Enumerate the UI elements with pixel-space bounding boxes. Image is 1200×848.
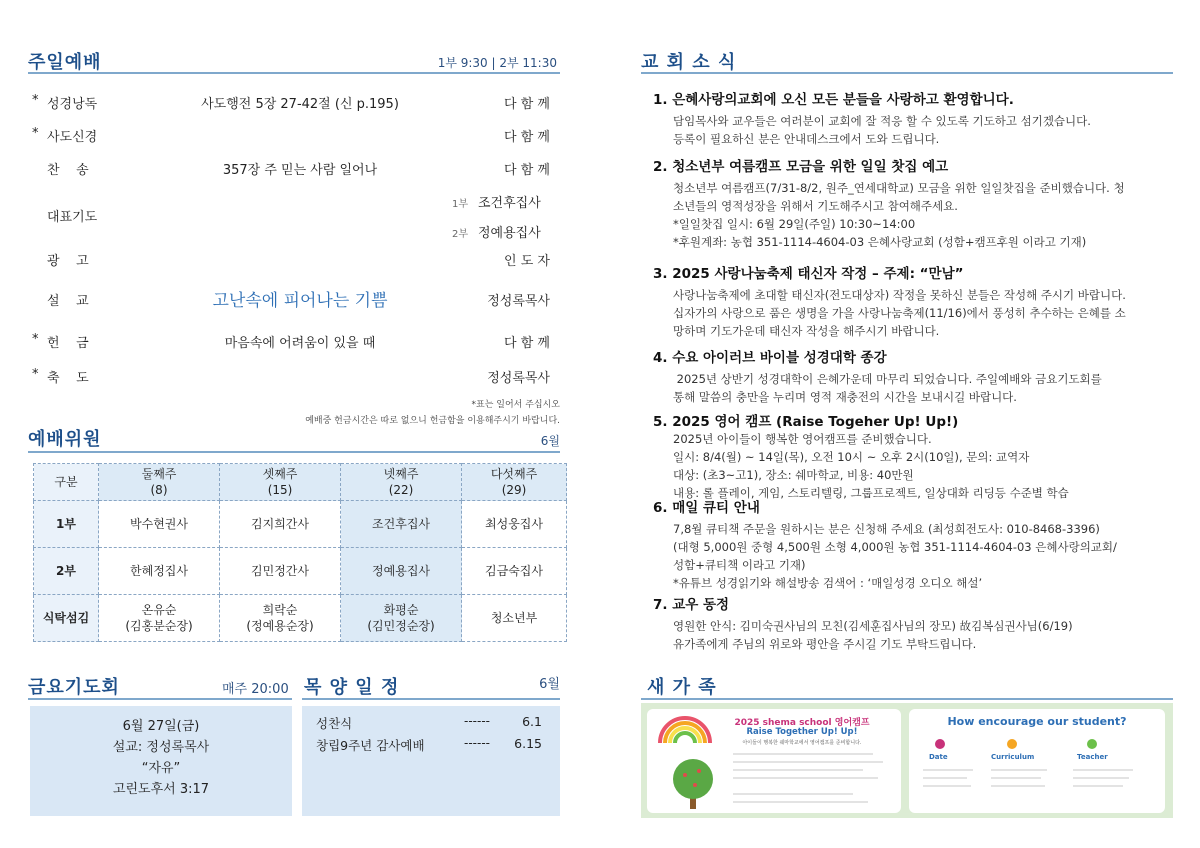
worship-item-content: 고난속에 피어나는 기쁨 bbox=[212, 291, 388, 311]
worship-item-label: 축 도 bbox=[47, 371, 89, 386]
servers-cell: 청소년부 bbox=[462, 595, 567, 642]
tree-icon bbox=[669, 757, 717, 811]
servers-cell: 박수현권사 bbox=[99, 501, 220, 548]
poster-col-curriculum: Curriculum bbox=[991, 753, 1035, 761]
friday-scripture: 고린도후서 3:17 bbox=[112, 782, 210, 797]
prayer-p2: 2부 bbox=[452, 229, 469, 240]
news-item-text: 십자가의 사랑으로 품은 생명을 가을 사랑나눔축제(11/16)에서 풍성히 추수하는 은혜를 소 bbox=[673, 306, 1126, 320]
prayer-label: 대표기도 bbox=[47, 210, 98, 225]
poster-col-date: Date bbox=[929, 753, 948, 761]
schedule-item-name: 성찬식 bbox=[316, 716, 353, 731]
worship-times: 1부 9:30 | 2부 11:30 bbox=[437, 56, 557, 70]
servers-header-text: 셋째주 (15) bbox=[262, 467, 298, 497]
friday-title: 금요기도회 bbox=[28, 677, 120, 698]
poster-subtitle: Raise Together Up! Up! bbox=[746, 727, 858, 737]
camp-poster bbox=[641, 703, 1173, 818]
news-item-text: 등록이 필요하신 분은 안내데스크에서 도와 드립니다. bbox=[673, 132, 940, 146]
schedule-item-date: 6.1 bbox=[522, 714, 542, 729]
schedule-item-name: 창립9주년 감사예배 bbox=[316, 738, 425, 753]
servers-cell-text: 희락순 (정예용순장) bbox=[246, 603, 314, 633]
news-item-text: *유튜브 성경읽기와 해설방송 검색어 : ‘매일성경 오디오 해설’ bbox=[673, 576, 983, 590]
newfamily-title: 새 가 족 bbox=[647, 677, 717, 698]
news-item-heading: 1. 은혜사랑의교회에 오신 모든 분들을 사랑하고 환영합니다. bbox=[653, 92, 1014, 108]
news-item-text: 영원한 안식: 김미숙권사님의 모친(김세훈집사님의 장모) 故김복심권사님(6/19) bbox=[673, 619, 1073, 633]
news-item-text: 통해 말씀의 충만을 누리며 영적 재충전의 시간을 보내시길 바랍니다. bbox=[673, 390, 1017, 404]
servers-cell: 정예용집사 bbox=[341, 548, 462, 595]
news-item-text: 내용: 롤 플레이, 게임, 스토리텔링, 그룹프로젝트, 일상대화 리딩등 수준별 학습 bbox=[673, 486, 1069, 500]
worship-item-leader: 정성록목사 bbox=[487, 294, 550, 309]
news-item-text: 소년들의 영적성장을 위해서 기도해주시고 참여해주세요. bbox=[673, 199, 958, 213]
rainbow-icon bbox=[655, 715, 715, 745]
friday-sermon-title: “자유” bbox=[141, 761, 181, 776]
poster-line: 아이들이 행복한 쉐마학교에서 영어캠프를 준비합니다. bbox=[742, 740, 862, 746]
servers-header-cell: 구분 bbox=[34, 464, 99, 501]
required-stand-mark: * bbox=[32, 367, 39, 382]
servers-cell-text: 온유순 (김홍분순장) bbox=[125, 603, 193, 633]
friday-box bbox=[30, 706, 292, 816]
servers-title: 예배위원 bbox=[28, 429, 102, 450]
servers-cell: 조건후집사 bbox=[341, 501, 462, 548]
worship-note-stand: *표는 일어서 주십시오 bbox=[471, 400, 560, 410]
book-icon bbox=[1007, 739, 1017, 749]
schedule-item-dash: ------ bbox=[464, 714, 490, 728]
required-stand-mark: * bbox=[32, 332, 39, 347]
news-item-heading: 6. 매일 큐티 안내 bbox=[653, 500, 760, 516]
calendar-icon bbox=[935, 739, 945, 749]
worship-item-leader: 다 함 께 bbox=[504, 336, 550, 351]
news-item-heading: 3. 2025 사랑나눔축제 태신자 작정 – 주제: “만남” bbox=[653, 266, 964, 282]
servers-header-text: 넷째주 (22) bbox=[383, 467, 419, 497]
servers-header-cell bbox=[99, 464, 220, 501]
worship-item-label: 사도신경 bbox=[47, 130, 98, 145]
news-item-text: 사랑나눔축제에 초대할 태신자(전도대상자) 작정을 못하신 분들은 작성해 주시기 바랍니다. bbox=[673, 288, 1126, 302]
servers-month: 6월 bbox=[540, 434, 560, 448]
schedule-box bbox=[302, 706, 560, 816]
worship-item-content: 사도행전 5장 27-42절 (신 p.195) bbox=[201, 97, 399, 112]
news-item-text: 2025년 상반기 성경대학이 은혜가운데 마무리 되었습니다. 주일예배와 금요기도회를 bbox=[673, 372, 1102, 386]
servers-header-cell bbox=[220, 464, 341, 501]
news-item-text: 담임목사와 교우들은 여러분이 교회에 잘 적응 할 수 있도록 기도하고 섬기겠습니다. bbox=[673, 114, 1091, 128]
poster-col-teacher: Teacher bbox=[1077, 753, 1108, 761]
worship-item-leader: 정성록목사 bbox=[487, 371, 550, 386]
servers-row-label: 1부 bbox=[34, 501, 99, 548]
schedule-month: 6월 bbox=[539, 677, 560, 692]
servers-cell bbox=[220, 595, 341, 642]
prayer-p2-name: 정예용집사 bbox=[478, 226, 541, 241]
worship-item-leader: 다 함 께 bbox=[504, 163, 550, 178]
worship-item-leader: 인 도 자 bbox=[504, 254, 550, 269]
poster-title: 2025 shema school 영어캠프 bbox=[734, 718, 870, 728]
worship-note-offering: 예배중 헌금시간은 따로 없으니 헌금함을 이용해주시기 바랍니다. bbox=[305, 416, 560, 426]
servers-header-row bbox=[34, 464, 567, 501]
news-item-text: *후원계좌: 농협 351-1114-4604-03 은혜사랑교회 (성함+캠프후원 이라고 기재) bbox=[673, 235, 1087, 249]
servers-cell: 김민정간사 bbox=[220, 548, 341, 595]
friday-date: 6월 27일(금) bbox=[122, 719, 200, 734]
news-item-text: 대상: (초3~고1), 장소: 쉐마학교, 비용: 40만원 bbox=[673, 468, 914, 482]
table-row bbox=[34, 595, 567, 642]
prayer-p1: 1부 bbox=[452, 199, 469, 210]
news-title: 교 회 소 식 bbox=[641, 52, 737, 73]
worship-item-leader: 다 함 께 bbox=[504, 97, 550, 112]
table-row bbox=[34, 501, 567, 548]
worship-item-label: 설 교 bbox=[47, 294, 89, 309]
news-item-heading: 2. 청소년부 여름캠프 모금을 위한 일일 찻집 예고 bbox=[653, 159, 949, 175]
worship-item-leader: 다 함 께 bbox=[504, 130, 550, 145]
news-item-text: 망하며 기도가운데 태신자 작성을 해주시기 바랍니다. bbox=[673, 324, 940, 338]
servers-row-label: 2부 bbox=[34, 548, 99, 595]
worship-item-content: 마음속에 어려움이 있을 때 bbox=[224, 336, 376, 351]
schedule-title: 목 양 일 정 bbox=[304, 677, 400, 698]
news-item-text: 유가족에게 주님의 위로와 평안을 주시길 기도 부탁드립니다. bbox=[673, 637, 977, 651]
news-item-text: 2025년 아이들이 행복한 영어캠프를 준비했습니다. bbox=[673, 432, 932, 446]
poster-left-card bbox=[647, 709, 901, 813]
friday-preacher: 설교: 정성록목사 bbox=[112, 740, 210, 755]
servers-cell-text: 화평순 (김민정순장) bbox=[367, 603, 435, 633]
servers-row-label: 식탁섬김 bbox=[34, 595, 99, 642]
servers-cell bbox=[99, 595, 220, 642]
friday-time: 매주 20:00 bbox=[222, 682, 289, 697]
prayer-p1-name: 조건후집사 bbox=[478, 196, 541, 211]
news-item-text: 청소년부 여름캠프(7/31-8/2, 원주_연세대학교) 모금을 위한 일일찻집을 준비했습니다. 청 bbox=[673, 181, 1125, 195]
worship-item-content: 357장 주 믿는 사람 일어나 bbox=[222, 163, 378, 178]
servers-header-cell bbox=[341, 464, 462, 501]
poster-right-title: How encourage our student? bbox=[947, 715, 1127, 728]
servers-header-cell bbox=[462, 464, 567, 501]
news-item-heading: 5. 2025 영어 캠프 (Raise Togeher Up! Up!) bbox=[653, 414, 959, 430]
servers-cell: 김금숙집사 bbox=[462, 548, 567, 595]
schedule-item-dash: ------ bbox=[464, 736, 490, 750]
worship-item-label: 헌 금 bbox=[47, 336, 89, 351]
worship-title: 주일예배 bbox=[28, 52, 102, 73]
servers-table bbox=[33, 463, 567, 642]
worship-item-label: 찬 송 bbox=[47, 163, 89, 178]
news-item-text: (대형 5,000원 중형 4,500원 소형 4,000원 농협 351-1114-4604-03 은혜사랑의교회/ bbox=[673, 540, 1117, 554]
news-item-text: 성함+큐티책 이라고 기재) bbox=[673, 558, 806, 572]
worship-item-label: 광 고 bbox=[47, 254, 89, 269]
schedule-item-date: 6.15 bbox=[514, 736, 542, 751]
servers-cell: 최성웅집사 bbox=[462, 501, 567, 548]
servers-cell: 김지희간사 bbox=[220, 501, 341, 548]
news-item-text: 7,8월 큐티책 주문을 원하시는 분은 신청해 주세요 (최성희전도사: 010-8468-3396) bbox=[673, 522, 1100, 536]
table-row bbox=[34, 548, 567, 595]
servers-cell bbox=[341, 595, 462, 642]
news-item-heading: 7. 교우 동정 bbox=[653, 597, 730, 613]
teacher-icon bbox=[1087, 739, 1097, 749]
required-stand-mark: * bbox=[32, 126, 39, 141]
servers-header-text: 둘째주 (8) bbox=[141, 467, 177, 497]
servers-header-text: 다섯째주 (29) bbox=[490, 467, 538, 497]
required-stand-mark: * bbox=[32, 93, 39, 108]
poster-right-card bbox=[909, 709, 1165, 813]
servers-cell: 한혜정집사 bbox=[99, 548, 220, 595]
worship-item-label: 성경낭독 bbox=[47, 97, 98, 112]
news-item-text: *일일찻집 일시: 6월 29일(주일) 10:30~14:00 bbox=[673, 217, 916, 231]
news-item-text: 일시: 8/4(월) ~ 14일(목), 오전 10시 ~ 오후 2시(10일), 문의: 교역자 bbox=[673, 450, 1030, 464]
news-item-heading: 4. 수요 아이러브 바이블 성경대학 종강 bbox=[653, 350, 887, 366]
